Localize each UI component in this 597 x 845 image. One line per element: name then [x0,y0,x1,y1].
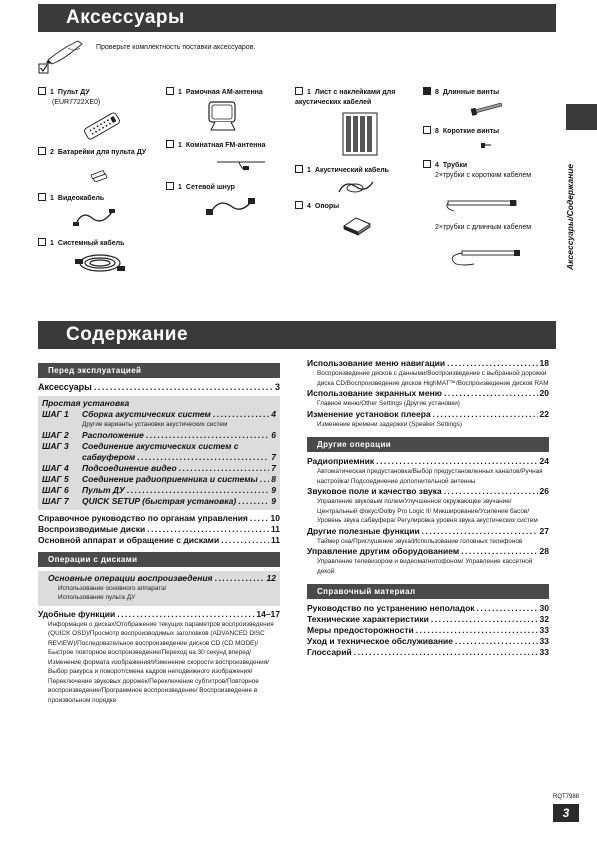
checkbox[interactable] [295,201,303,209]
accessory-am-antenna: 1 Рамочная AM-антенна [166,87,286,98]
accessory-speaker-cable: 1 Акустический кабель [295,165,420,176]
long-screw-icon [470,100,510,116]
power-cord-icon [205,194,257,218]
entry-description: Изменение времени задержки (Speaker Settings) [317,420,462,428]
section-header: Справочный материал [307,584,549,599]
checkbox[interactable] [38,238,46,246]
accessory-long-screws: 8 Длинные винты [423,87,548,98]
checkbox[interactable] [295,87,303,95]
accessory-short-screws: 8 Короткие винты [423,126,548,137]
checkbox[interactable] [295,165,303,173]
checkbox[interactable] [38,87,46,95]
toc-entry[interactable]: Воспроизводимые диски ..... 11 [38,524,280,535]
fm-antenna-icon [215,152,271,172]
contents-title: Содержание [66,324,189,345]
basic-playback-box [38,571,280,606]
toc-step[interactable]: ШАГ 2 Расположение ..... 6 [42,430,276,441]
batteries-icon [90,170,110,182]
step-description: Другие варианты установки акустических систем [82,421,228,428]
toc-entry[interactable]: Использование экранных меню ..... 20 [307,388,549,399]
toc-entry[interactable]: Использование меню навигации ..... 18 [307,358,549,369]
am-antenna-icon [205,100,241,134]
toc-entry[interactable]: Уход и техническое обслуживание ..... 33 [307,636,549,647]
toc-entry[interactable]: Меры предосторожности ..... 33 [307,625,549,636]
side-label: Аксессуары/Содержание [565,163,575,270]
toc-step[interactable]: ШАГ 6 Пульт ДУ ..... 9 [42,485,276,496]
simple-setup-box [38,396,280,510]
entry-description: Таймер сна/Приглушение звука/Использование головных телефонов [317,537,523,545]
contents-left-column [38,363,280,705]
entry-description: Воспроизведение дисков с данными/Воспроизведение с выбранной дорожки диска CD/Воспроизведение дисков HighMAT™/Воспроизведение дисков RAM [317,370,549,387]
section-header: Перед эксплуатацией [38,363,280,378]
toc-entry[interactable]: Звуковое поле и качество звука ..... 26 [307,486,549,497]
checkbox[interactable] [166,87,174,95]
toc-step[interactable]: ШАГ 1 Сборка акустических систем ..... 4 [42,409,276,420]
toc-entry[interactable]: Другие полезные функции ..... 27 [307,526,549,537]
entry-description: Управление звуковым полем/Улучшенное окружающее звучание/Центральный фокус/Dolby Pro Logic II/ Микширование/Усиление басов/Уровень звука сабвуфера/ Регулировка уровня звука акустических систем [317,498,538,524]
accessories-title: Аксессуары [66,7,185,28]
intro-text: Проверьте комплектность поставки аксессуаров. [96,44,256,51]
toc-entry[interactable]: Руководство по устранению неполадок ..... 30 [307,603,549,614]
entry-description: Использование основного аппарата/ Использование пульта ДУ [58,584,167,601]
accessory-video-cable: 1 Видеокабель [38,193,148,204]
toc-entry[interactable]: Глоссарий ..... 33 [307,647,549,658]
checkbox[interactable] [423,87,431,95]
contents-right-column [307,358,549,658]
section-header: Операции с дисками [38,552,280,567]
simple-setup-title: Простая установка [42,398,130,408]
checkbox[interactable] [423,160,431,168]
accessory-system-cable: 1 Системный кабель [38,238,148,249]
feet-icon [340,212,374,236]
checkbox[interactable] [423,126,431,134]
page-number: 3 [553,804,579,822]
remote-control-icon [82,108,122,144]
accessory-power-cord: 1 Сетевой шнур [166,182,286,193]
entry-description: Автоматическая предустановка/Выбор предустановленных каналов/Ручная настройка/ Подсоединение дополнительной антенны [317,468,543,485]
toc-step[interactable]: ШАГ 5 Соединение радиоприемника и системы ..... 8 [42,474,276,485]
document-code: RQT7988 [553,794,580,800]
entry-description: Информация о дисках/Отображение текущих параметров воспроизведения (QUICK OSD)/Просмотр воспроизводимых заголовков (ADVANCED DISC REVIEW)/Последовательное воспроизведение дисков CD (CD MODE)/Быстрое повторное воспроизведение/Переход на 30 секунд вперед/Изменение формата изображения/Изменение скорости воспроизведения/Выбор ракурса и поворот/смена кадров неподвижного изображения/Переключение звуковых дорожек/Переключение субтитров/Повторное воспроизведение/Программное воспроизведение/ Воспроизведение в произвольном порядке [48,620,274,704]
checkbox[interactable] [38,193,46,201]
pen-check-icon [38,38,86,76]
toc-step[interactable]: ШАГ 3 Соединение акустических систем с [42,440,239,451]
contents-banner [38,321,556,349]
checkbox[interactable] [166,182,174,190]
system-cable-icon [72,248,128,276]
sticker-sheet-icon [342,112,378,156]
accessory-fm-antenna: 1 Комнатная FM-антенна [166,140,291,151]
video-cable-icon [72,206,116,230]
toc-entry[interactable]: Аксессуары ..... 3 [38,382,280,393]
accessory-sticker-sheet: 1 Лист с наклейками для акустических кабелей [295,89,396,106]
speaker-cable-icon [335,176,377,198]
accessory-tubes: 4 Трубки 2×трубки с коротким кабелем [423,160,553,181]
toc-step[interactable]: ШАГ 4 Подсоединение видео ..... 7 [42,463,276,474]
checkbox[interactable] [166,140,174,148]
accessory-batteries: 2 Батарейки для пульта ДУ [38,147,153,158]
long-tube-icon [440,248,524,268]
entry-description: Главное меню/Other Settings (Другие установки) [317,400,460,407]
toc-step[interactable]: ШАГ 7 QUICK SETUP (быстрая установка) ..... 9 [42,496,276,507]
toc-entry[interactable]: Радиоприемник ..... 24 [307,456,549,467]
section-header: Другие операции [307,437,549,452]
toc-entry[interactable]: Технические характеристики ..... 32 [307,614,549,625]
checkbox[interactable] [38,147,46,155]
accessory-feet: 4 Опоры [295,201,395,212]
toc-entry[interactable]: Основной аппарат и обращение с дисками ..... 11 [38,535,280,546]
short-tube-icon [440,198,520,214]
toc-entry[interactable]: Изменение установок плеера ..... 22 [307,409,549,420]
accessories-banner [38,4,556,32]
accessory-tubes-long-label: 2×трубки с длинным кабелем [435,224,532,231]
toc-step-continued[interactable]: сабвуфером ..... 7 [42,452,276,463]
toc-entry[interactable]: Справочное руководство по органам управления ..... 10 [38,513,280,524]
toc-entry[interactable]: Удобные функции ..... 14–17 [38,609,280,620]
toc-entry[interactable]: Управление другим оборудованием ..... 28 [307,546,549,557]
toc-entry[interactable]: Основные операции воспроизведения ..... 12 [48,573,276,584]
entry-description: Управление телевизором и видеомагнитофоном/ Управление кассетной декой [317,558,533,575]
side-tab [566,104,597,130]
accessory-remote: 1 Пульт ДУ (EUR7722XE0) [38,87,148,108]
short-screw-icon [480,140,492,150]
